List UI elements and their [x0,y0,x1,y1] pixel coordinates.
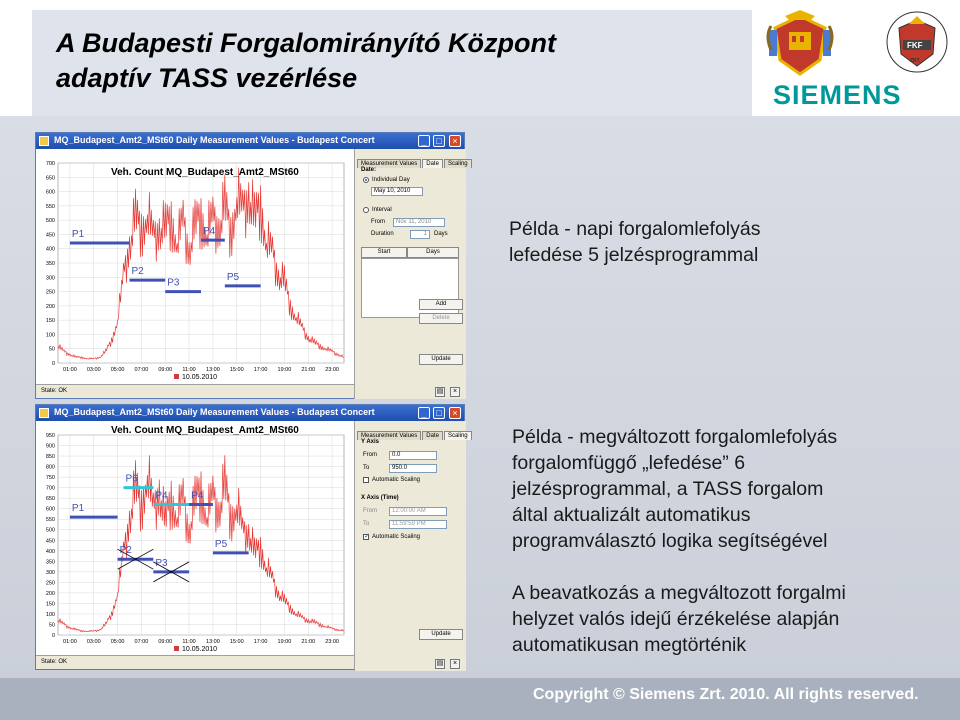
logos [765,10,955,115]
y-tick-label: 400 [45,246,55,253]
update-button[interactable]: Update [419,354,463,365]
status-text: State: OK [41,659,68,665]
y-tick-label: 500 [45,527,55,534]
interval-radio[interactable] [363,207,369,213]
y-tick-label: 950 [45,433,55,439]
caption-middle-line: jelzésprogrammal, a TASS forgalom [512,478,824,500]
x-tick-label: 01:00 [63,367,77,373]
x-tick-label: 19:00 [277,367,292,373]
caption-top-line: Példa - napi forgalomlefolyás [509,218,761,240]
x-tick-label: 07:00 [134,639,149,645]
caption-top [509,216,760,268]
legend-label: 10.05.2010 [182,374,218,381]
x-tick-label: 09:00 [158,367,173,373]
x-tick-label: 21:00 [301,639,316,645]
y-auto-scaling-checkbox[interactable] [363,477,369,483]
date-label: Date: [361,167,377,173]
close-button[interactable]: × [449,135,461,147]
x-to-input[interactable]: 11:59:59 PM [389,520,447,529]
fkf-sublabel: ZRT. [910,58,921,64]
x-tick-label: 13:00 [206,367,220,373]
x-tick-label: 05:00 [110,367,125,373]
program-label: P6 [125,473,138,485]
chart-legend [174,646,217,653]
y-tick-label: 300 [45,569,55,576]
y-from-label: From [363,452,377,458]
x-tick-label: 21:00 [301,367,316,373]
y-tick-label: 150 [45,601,55,608]
siemens-logo: SIEMENS [773,80,902,110]
x-auto-scaling-label: Automatic Scaling [372,534,421,540]
y-tick-label: 850 [45,454,55,461]
y-tick-label: 250 [45,289,55,296]
y-from-input[interactable]: 0.0 [389,451,437,460]
caption-bottom-line: automatikusan megtörténik [512,634,747,656]
y-tick-label: 900 [45,443,55,450]
legend-label: 10.05.2010 [182,646,218,653]
status-bar [36,384,354,398]
caption-middle-line: programválasztó logika segítségével [512,530,828,552]
y-tick-label: 650 [45,496,55,503]
chart-1 [36,149,354,375]
from-label: From [371,219,385,225]
y-tick-label: 700 [45,485,55,492]
program-label: P5 [214,538,228,550]
x-tick-label: 23:00 [325,639,339,645]
chart-area [36,421,354,647]
header [0,0,960,120]
legend-swatch [174,374,179,379]
x-auto-scaling-checkbox[interactable]: ✓ [364,533,370,540]
window-titlebar[interactable] [36,133,464,149]
from-date-input[interactable]: Nov 11, 2010 [393,218,445,227]
y-tick-label: 100 [45,611,55,618]
tab-scaling[interactable]: Scaling [444,431,472,440]
status-bar [36,655,354,669]
y-tick-label: 750 [45,475,55,482]
minimize-button[interactable]: _ [418,407,430,419]
program-label: P5 [226,271,240,283]
measurement-window-daily[interactable] [35,132,468,399]
y-tick-label: 400 [45,548,55,555]
individual-day-label: Individual Day [372,177,410,183]
y-axis-label: Y Axis [361,439,380,445]
program-label: P4 [203,226,216,238]
program-label: P3 [155,557,168,569]
caption-bottom-line: helyzet valós idejű érzékelése alapján [512,608,840,630]
y-tick-label: 200 [45,303,55,310]
print-icon[interactable]: ▤ [436,388,444,395]
y-tick-label: 300 [45,275,55,282]
days-column-header[interactable]: Days [407,247,459,258]
options-panel [354,149,466,399]
panel-tabs [357,424,473,439]
x-tick-label: 13:00 [206,639,220,645]
chart-2 [36,421,354,647]
y-to-label: To [363,465,370,471]
panel-tabs [357,152,473,167]
y-tick-label: 550 [45,517,55,524]
days-unit: Days [434,231,448,237]
app-icon [39,136,49,146]
caption-middle [512,424,837,554]
y-tick-label: 100 [45,332,55,339]
tab-measurement-values[interactable]: Measurement Values [357,159,421,168]
close-icon[interactable]: × [450,387,460,397]
x-axis-label: X Axis (Time) [361,495,399,501]
interval-label: Interval [372,207,392,213]
tab-scaling[interactable]: Scaling [444,159,472,168]
maximize-button[interactable]: □ [433,407,445,419]
delete-button[interactable]: Delete [419,313,463,324]
plot-area [58,435,344,635]
y-tick-label: 500 [45,218,55,225]
y-tick-label: 0 [51,361,55,367]
x-tick-label: 03:00 [86,367,101,373]
program-label: P4 [191,490,204,502]
tab-date[interactable]: Date [422,159,443,168]
status-text: State: OK [41,388,68,394]
x-tick-label: 23:00 [325,367,339,373]
add-button[interactable]: Add [419,299,463,310]
y-tick-label: 200 [45,590,55,597]
y-tick-label: 50 [48,622,55,629]
x-to-label: To [363,521,370,527]
fkf-label: FKF [907,41,923,50]
x-tick-label: 09:00 [158,639,173,645]
x-tick-label: 15:00 [229,639,244,645]
y-tick-label: 800 [45,464,55,471]
y-tick-label: 650 [45,175,55,182]
program-label: P4 [155,490,168,502]
caption-middle-line: Példa - megváltozott forgalomlefolyás [512,426,838,448]
x-tick-label: 03:00 [86,639,101,645]
duration-input[interactable]: 1 [410,230,430,239]
update-button[interactable]: Update [419,629,463,640]
x-tick-label: 17:00 [253,367,268,373]
chart-title: Veh. Count MQ_Budapest_Amt2_MSt60 [111,425,299,436]
program-label: P2 [119,545,132,557]
window-title: MQ_Budapest_Amt2_MSt60 Daily Measurement Values - Budapest Concert [54,135,375,145]
program-label: P1 [71,503,85,515]
x-tick-label: 07:00 [134,367,149,373]
x-tick-label: 19:00 [277,639,292,645]
y-to-input[interactable]: 950.0 [389,464,437,473]
x-from-input[interactable]: 12:00:00 AM [389,507,447,516]
tab-date[interactable]: Date [422,431,443,440]
x-tick-label: 15:00 [229,367,244,373]
window-title: MQ_Budapest_Amt2_MSt60 Daily Measurement Values - Budapest Concert [54,407,375,417]
y-auto-scaling-label: Automatic Scaling [372,477,421,483]
y-tick-label: 50 [48,346,55,353]
caption-bottom-line: A beavatkozás a megváltozott forgalmi [512,582,846,604]
app-icon [39,408,49,418]
copyright-text: Copyright © Siemens Zrt. 2010. All rights reserved. [533,686,919,703]
y-tick-label: 0 [51,633,55,639]
y-tick-label: 450 [45,232,55,239]
caption-middle-line: által aktualizált automatikus [512,504,751,526]
caption-top-line: lefedése 5 jelzésprogrammal [509,244,759,266]
y-tick-label: 450 [45,538,55,545]
chart-area [36,149,354,375]
x-tick-label: 17:00 [253,639,268,645]
legend-swatch [174,646,179,651]
x-tick-label: 11:00 [182,639,196,645]
y-tick-label: 600 [45,189,55,196]
measurement-window-adaptive[interactable] [35,404,468,670]
title-line-2: adaptív TASS vezérlése [56,63,358,93]
y-tick-label: 350 [45,261,55,267]
y-tick-label: 550 [45,203,55,210]
x-tick-label: 01:00 [63,639,77,645]
program-label: P1 [71,229,85,240]
chart-title: Veh. Count MQ_Budapest_Amt2_MSt60 [111,167,299,178]
program-label: P3 [167,277,180,289]
y-tick-label: 150 [45,318,55,325]
print-icon[interactable]: ▤ [436,660,444,667]
close-icon[interactable]: × [450,659,460,669]
options-panel [354,421,466,671]
tab-measurement-values[interactable]: Measurement Values [357,431,421,440]
window-titlebar[interactable] [36,405,464,421]
day-select[interactable]: May 10, 2010 [371,187,423,196]
x-tick-label: 05:00 [110,639,125,645]
x-from-label: From [363,508,377,514]
program-label: P2 [131,266,144,278]
maximize-button[interactable]: □ [433,135,445,147]
duration-label: Duration [371,231,394,237]
x-tick-label: 11:00 [182,367,196,373]
title-block [32,10,752,118]
y-tick-label: 700 [45,161,55,167]
y-tick-label: 600 [45,506,55,513]
title-line-1: A Budapesti Forgalomirányító Központ [56,28,557,58]
y-tick-label: 350 [45,559,55,566]
caption-middle-line: forgalomfüggő „lefedése” 6 [512,452,746,474]
caption-bottom [512,580,846,658]
start-column-header[interactable]: Start [361,247,407,258]
y-tick-label: 250 [45,580,55,587]
close-button[interactable]: × [449,407,461,419]
individual-day-radio[interactable] [363,177,369,183]
chart-legend [174,374,217,381]
minimize-button[interactable]: _ [418,135,430,147]
